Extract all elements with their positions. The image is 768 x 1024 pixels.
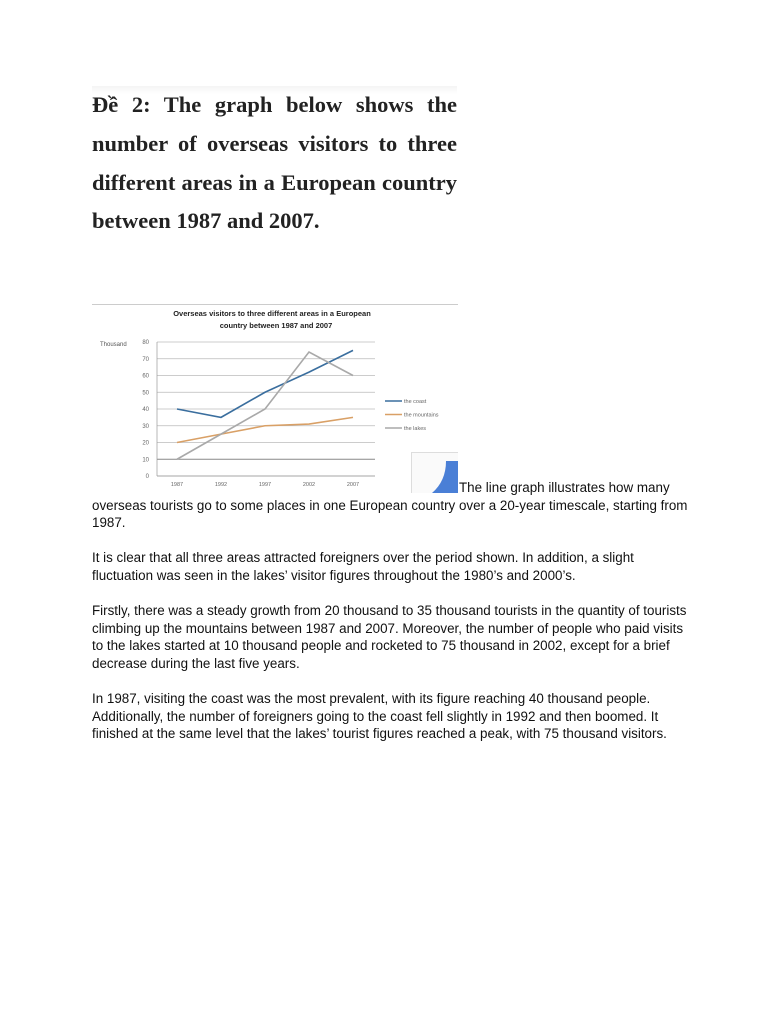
y-tick-label: 30 (142, 423, 149, 430)
y-tick-label: 40 (142, 407, 149, 413)
y-tick-label: 0 (145, 474, 149, 480)
x-tick-label: 2002 (302, 482, 316, 488)
y-tick-label: 20 (142, 440, 149, 447)
x-tick-label: 1992 (214, 482, 228, 488)
y-axis-label: Thousand (100, 342, 127, 348)
x-tick-label: 1987 (170, 482, 184, 488)
y-tick-label: 70 (142, 356, 149, 363)
y-tick-label: 60 (142, 373, 149, 380)
chart-title-line1: Overseas visitors to three different areas in a European (173, 309, 371, 318)
chart-title-line2: country between 1987 and 2007 (219, 321, 333, 330)
y-tick-label: 10 (142, 457, 149, 464)
line-chart (92, 304, 458, 492)
y-tick-label: 50 (142, 390, 149, 397)
legend-label: the mountains (404, 412, 439, 419)
task-heading: Đề 2: The graph below shows the number of overseas visitors to three different areas in a European country between 1987 and 2007. (92, 86, 457, 241)
paragraph-body-1: Firstly, there was a steady growth from 20 thousand to 35 thousand tourists in the quantity of tourists climbing up the mountains between 1987 and 2007. Moreover, the number of people who paid visits to the lakes started at 10 thousand people and rocketed to 75 thousand in 2002, except for a brief decrease during the last five years. (92, 603, 687, 671)
series-line-the-mountains (177, 417, 353, 442)
x-tick-label: 1997 (258, 482, 272, 488)
series-line-the-lakes (177, 352, 353, 459)
paragraph-body-2: In 1987, visiting the coast was the most prevalent, with its figure reaching 40 thousand people. Additionally, the number of foreigners going to the coast fell slightly in 1992 and then boomed. It finished at the same level that the lakes’ tourist figures reached a peak, with 75 thousand visitors. (92, 691, 667, 742)
x-tick-label: 2007 (346, 482, 360, 488)
legend-label: the coast (404, 399, 427, 405)
legend-label: the lakes (404, 426, 427, 432)
y-tick-label: 80 (142, 340, 149, 346)
paragraph-overview: It is clear that all three areas attracted foreigners over the period shown. In addition, a slight fluctuation was seen in the lakes’ visitor figures throughout the 1980’s and 2000’s. (92, 550, 634, 583)
paragraph-intro: The line graph illustrates how many overseas tourists go to some places in one European country over a 20-year timescale, starting from 1987. (92, 480, 688, 531)
series-line-the-coast (177, 350, 353, 417)
